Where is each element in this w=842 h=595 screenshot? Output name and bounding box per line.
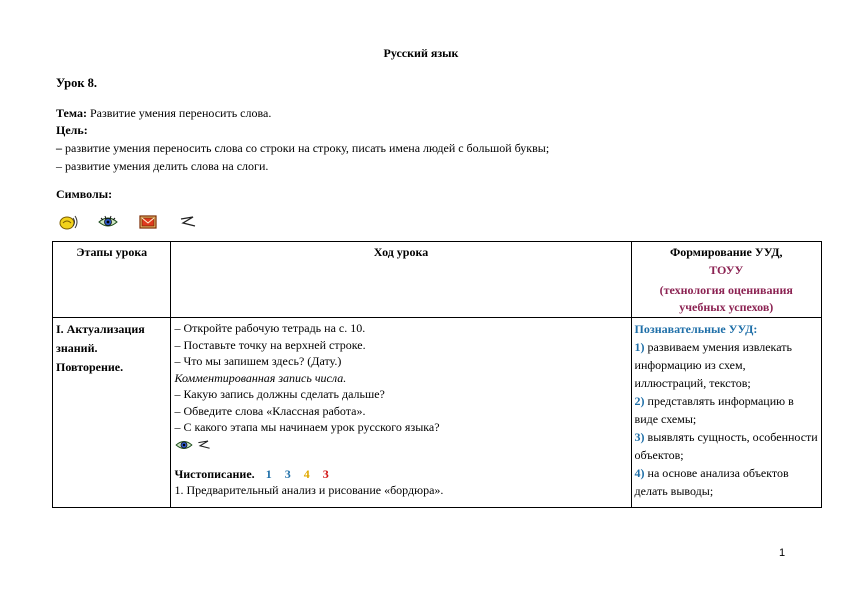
stage-cell: I. Актуализация знаний. Повторение. — [53, 318, 171, 508]
lesson-table — [52, 241, 822, 508]
uud-item: 2) представлять информацию в виде схемы; — [634, 394, 794, 426]
pencil-icon — [196, 438, 212, 452]
course-line: – Откройте рабочую тетрадь на с. 10. — [174, 321, 366, 335]
pencil-icon — [178, 214, 198, 230]
calligraphy-num-1: 1 — [265, 466, 272, 481]
course-line: – Поставьте точку на верхней строке. — [174, 337, 366, 352]
topic-label: Тема: — [56, 106, 87, 120]
header-uud — [631, 242, 821, 318]
calligraphy-line — [174, 466, 627, 483]
topic-text: Развитие умения переносить слова. — [86, 106, 272, 120]
goal-dash: – — [56, 141, 62, 155]
table-row — [53, 318, 822, 508]
prelim-analysis: 1. Предварительный анализ и рисование «бордюра». — [174, 483, 444, 497]
eye-icon — [174, 438, 194, 452]
symbols-row — [58, 214, 198, 230]
page-number: 1 — [779, 547, 786, 559]
goal-1 — [56, 141, 549, 156]
uud-item: 3) выявлять сущность, особенности объектов; — [634, 430, 818, 462]
uud-item: 4) на основе анализа объектов делать выводы; — [634, 466, 789, 498]
eye-icon — [98, 214, 118, 230]
calligraphy-num-2: 3 — [284, 466, 291, 481]
course-line: – Что мы запишем здесь? (Дату.) — [174, 354, 342, 368]
uud-item: 1) развиваем умения извлекать информацию из схем, иллюстраций, текстов; — [634, 340, 792, 390]
calligraphy-num-3: 4 — [303, 466, 310, 481]
goal-2: – развитие умения делить слова на слоги. — [56, 159, 269, 173]
calligraphy-label: Чистописание. — [174, 466, 255, 481]
calligraphy-num-4: 3 — [322, 466, 329, 481]
uud-title: Познавательные УУД: — [634, 322, 758, 336]
uud-cell — [631, 318, 821, 508]
header-stages: Этапы урока — [53, 242, 171, 318]
topic-line — [56, 106, 271, 121]
course-line: – С какого этапа мы начинаем урок русского языка? — [174, 420, 440, 434]
envelope-icon — [138, 214, 158, 230]
header-course: Ход урока — [171, 242, 631, 318]
course-italic-note: Комментированная запись числа. — [174, 370, 347, 385]
listen-ear-icon — [58, 214, 78, 230]
course-line: – Какую запись должны сделать дальше? — [174, 387, 385, 401]
lesson-number: Урок 8. — [56, 76, 98, 90]
table-header-row — [53, 242, 822, 318]
header-uud-title: Формирование УУД, — [669, 245, 783, 259]
course-line: – Обведите слова «Классная работа». — [174, 403, 366, 418]
header-touu: ТОУУ — [709, 262, 744, 277]
goal-label: Цель: — [56, 123, 88, 137]
goal-1-text: развитие умения переносить слова со строки на строку, писать имена людей с большой буквы; — [62, 141, 550, 155]
symbols-label: Символы: — [56, 187, 113, 201]
header-touu-desc: (технология оценивания учебных успехов) — [659, 283, 793, 314]
inline-symbols — [174, 436, 627, 454]
page-title: Русский язык — [383, 46, 459, 60]
course-cell — [171, 318, 631, 508]
